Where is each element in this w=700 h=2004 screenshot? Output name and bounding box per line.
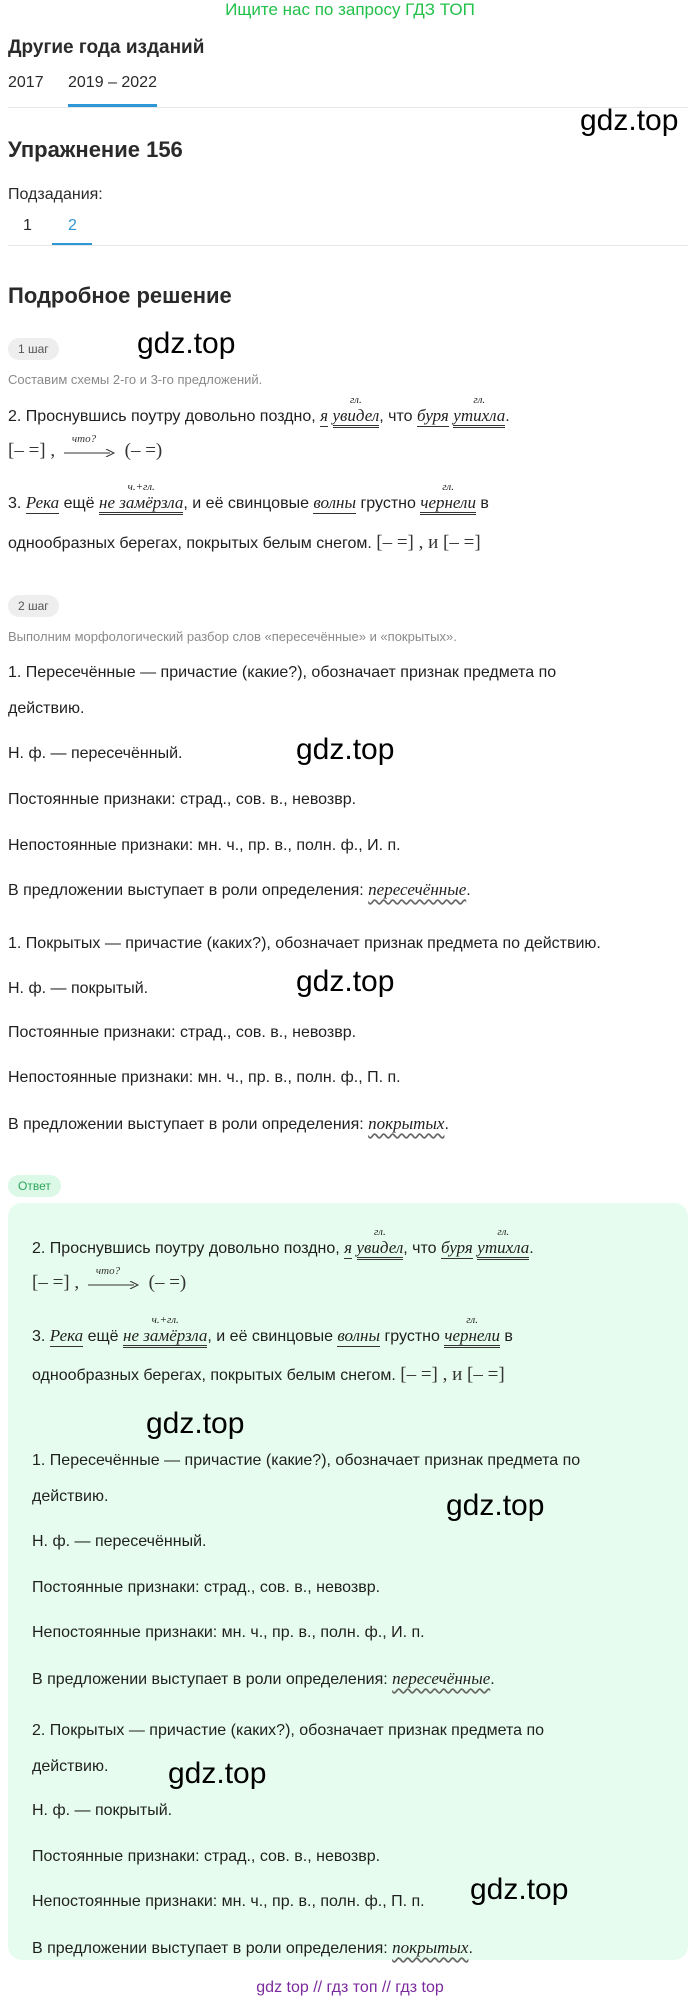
p1-role xyxy=(8,880,471,900)
answer-sentence-2-prefix: 2. Проснувшись поутру довольно поздно, xyxy=(32,1240,345,1257)
answer-sentence-2-mid: , что xyxy=(403,1240,441,1257)
sentence-2 xyxy=(8,406,510,426)
p1-role-text: В предложении выступает в роли определения: xyxy=(8,882,369,899)
answer-p2-role xyxy=(32,1938,473,1958)
watermark: gdz.top xyxy=(446,1489,545,1522)
watermark: gdz.top xyxy=(470,1873,569,1906)
divider xyxy=(8,245,688,246)
word-ya: я xyxy=(344,1238,353,1257)
watermark: gdz.top xyxy=(168,1757,267,1790)
word-eshche: ещё xyxy=(59,495,100,512)
answer-p2-role-end: . xyxy=(468,1940,473,1957)
sentence-2-prefix: 2. Проснувшись поутру довольно поздно, xyxy=(8,408,321,425)
answer-p1-normal-form: Н. ф. — пересечённый. xyxy=(32,1533,207,1550)
p2-normal-form: Н. ф. — покрытый. xyxy=(8,980,149,997)
step-2-note: Выполним морфологический разбор слов «пересечённые» и «покрытых». xyxy=(8,629,457,644)
p2-line-1: 1. Покрытых — причастие (каких?), обозначает признак предмета по действию. xyxy=(8,935,601,952)
answer-scheme-2-left: [– =] , xyxy=(32,1272,80,1293)
answer-sentence-2-end: . xyxy=(529,1240,534,1257)
year-tab-2019-2022[interactable]: 2019 – 2022 xyxy=(68,74,157,91)
p2-role xyxy=(8,1114,449,1134)
p1-variable-features: Непостоянные признаки: мн. ч., пр. в., полн. ф., И. п. xyxy=(8,837,401,854)
word-volny: волны xyxy=(337,1326,380,1345)
arrow-label: что? xyxy=(71,432,97,445)
scheme-2 xyxy=(8,432,163,462)
watermark: gdz.top xyxy=(146,1407,245,1440)
search-banner: Ищите нас по запросу ГДЗ ТОП xyxy=(225,0,475,19)
answer-scheme-2 xyxy=(32,1264,187,1294)
word-cherneli: гл. чернели xyxy=(420,493,476,515)
word-ya: я xyxy=(320,406,329,425)
word-burya: буря xyxy=(417,406,449,425)
watermark: gdz.top xyxy=(296,965,395,998)
p2-variable-features: Непостоянные признаки: мн. ч., пр. в., полн. ф., П. п. xyxy=(8,1069,401,1086)
watermark: gdz.top xyxy=(296,733,395,766)
scheme-2-right: (– =) xyxy=(124,440,163,461)
p1-line-2: действию. xyxy=(8,700,85,717)
subtask-1[interactable]: 1 xyxy=(23,217,32,234)
answer-p2-variable-features: Непостоянные признаки: мн. ч., пр. в., полн. ф., П. п. xyxy=(32,1893,425,1910)
word-eshche: ещё xyxy=(83,1328,124,1345)
p1-role-end: . xyxy=(466,882,471,899)
answer-p2-role-text: В предложении выступает в роли определения: xyxy=(32,1940,393,1957)
step-1-note: Составим схемы 2-го и 3-го предложений. xyxy=(8,372,263,387)
exercise-title: Упражнение 156 xyxy=(8,137,183,162)
subtask-2[interactable]: 2 xyxy=(68,217,77,234)
answer-sentence-3-line-2-text: однообразных берегах, покрытых белым снегом. xyxy=(32,1367,396,1384)
word-v: в xyxy=(475,495,489,512)
p1-line-1: 1. Пересечённые — причастие (какие?), обозначает признак предмета по xyxy=(8,664,557,681)
answer-sentence-3-num: 3. xyxy=(32,1328,50,1345)
p2-role-end: . xyxy=(444,1116,449,1133)
answer-p1-role-end: . xyxy=(490,1671,495,1688)
step-1-badge: 1 шаг xyxy=(8,338,59,360)
word-grustno: грустно xyxy=(356,495,421,512)
answer-p1-role xyxy=(32,1669,495,1689)
p1-role-word: пересечённые xyxy=(368,880,467,899)
answer-p2-constant-features: Постоянные признаки: страд., сов. в., невозвр. xyxy=(32,1848,381,1865)
sentence-3-line-2 xyxy=(8,532,481,554)
word-v: в xyxy=(499,1328,513,1345)
word-utikhla: гл. утихла xyxy=(453,406,505,428)
answer-badge: Ответ xyxy=(8,1175,61,1197)
arrow-label: что? xyxy=(95,1264,121,1277)
other-years-heading: Другие года изданий xyxy=(8,37,205,58)
answer-scheme-2-right: (– =) xyxy=(148,1272,187,1293)
word-utikhla: гл. утихла xyxy=(477,1238,529,1260)
watermark: gdz.top xyxy=(137,327,236,360)
answer-p1-line-2: действию. xyxy=(32,1488,109,1505)
word-reka: Река xyxy=(25,493,60,512)
year-tab-2017[interactable]: 2017 xyxy=(8,74,44,91)
arrow-icon xyxy=(64,432,116,459)
sentence-3-mid: , и её свинцовые xyxy=(183,495,314,512)
sentence-3-num: 3. xyxy=(8,495,26,512)
answer-p1-variable-features: Непостоянные признаки: мн. ч., пр. в., полн. ф., И. п. xyxy=(32,1624,425,1641)
arrow-icon xyxy=(88,1264,140,1291)
word-ne-zamerzla: ч.+гл. не замёрзла xyxy=(99,493,183,515)
answer-sentence-3 xyxy=(32,1326,513,1346)
p1-normal-form: Н. ф. — пересечённый. xyxy=(8,745,183,762)
sentence-3 xyxy=(8,493,489,513)
p1-constant-features: Постоянные признаки: страд., сов. в., невозвр. xyxy=(8,791,357,808)
word-uvidel: гл. увидел xyxy=(333,406,380,428)
word-uvidel: гл. увидел xyxy=(357,1238,404,1260)
answer-p1-role-word: пересечённые xyxy=(392,1669,491,1688)
answer-p1-constant-features: Постоянные признаки: страд., сов. в., невозвр. xyxy=(32,1579,381,1596)
answer-p1-line-1: 1. Пересечённые — причастие (какие?), обозначает признак предмета по xyxy=(32,1452,581,1469)
sentence-3-line-2-text: однообразных берегах, покрытых белым снегом. xyxy=(8,535,372,552)
answer-p2-normal-form: Н. ф. — покрытый. xyxy=(32,1802,173,1819)
word-volny: волны xyxy=(313,493,356,512)
scheme-3: [– =] , и [– =] xyxy=(376,532,481,553)
solution-title: Подробное решение xyxy=(8,283,232,308)
answer-sentence-3-line-2 xyxy=(32,1364,505,1386)
p2-constant-features: Постоянные признаки: страд., сов. в., невозвр. xyxy=(8,1024,357,1041)
p2-role-text: В предложении выступает в роли определения: xyxy=(8,1116,369,1133)
p2-role-word: покрытых xyxy=(368,1114,445,1133)
word-reka: Река xyxy=(49,1326,84,1345)
subtasks-label: Подзадания: xyxy=(8,186,103,203)
answer-scheme-3: [– =] , и [– =] xyxy=(400,1364,505,1385)
answer-p1-role-text: В предложении выступает в роли определения: xyxy=(32,1671,393,1688)
sentence-2-mid: , что xyxy=(379,408,417,425)
answer-p2-role-word: покрытых xyxy=(392,1938,469,1957)
step-2-badge: 2 шаг xyxy=(8,595,59,617)
scheme-2-left: [– =] , xyxy=(8,440,56,461)
word-cherneli: гл. чернели xyxy=(444,1326,500,1348)
answer-sentence-3-mid: , и её свинцовые xyxy=(207,1328,338,1345)
answer-p2-line-2: действию. xyxy=(32,1758,109,1775)
sentence-2-end: . xyxy=(505,408,510,425)
answer-p2-line-1: 2. Покрытых — причастие (каких?), обозначает признак предмета по xyxy=(32,1722,545,1739)
watermark: gdz.top xyxy=(580,104,679,137)
answer-sentence-2 xyxy=(32,1238,534,1258)
word-grustno: грустно xyxy=(380,1328,445,1345)
word-burya: буря xyxy=(441,1238,473,1257)
footer-links[interactable]: gdz top // гдз топ // гдз top xyxy=(256,1979,444,1996)
word-ne-zamerzla: ч.+гл. не замёрзла xyxy=(123,1326,207,1348)
